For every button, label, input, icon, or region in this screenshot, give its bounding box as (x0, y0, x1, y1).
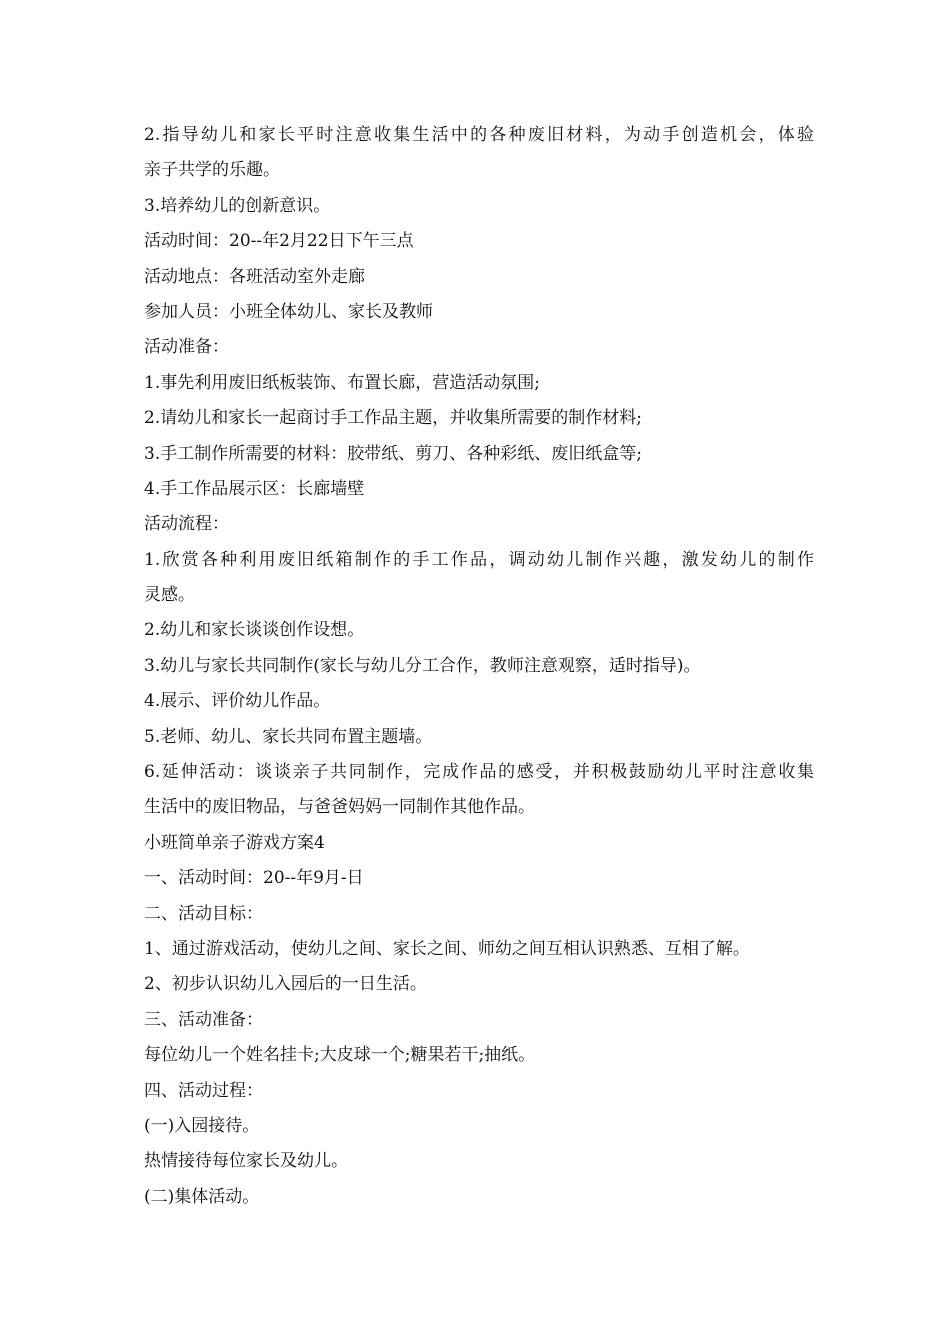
text-line: 一、活动时间：20--年9月-日 (144, 868, 364, 889)
text-line: 亲子共学的乐趣。 (144, 160, 280, 181)
text-line: 3.培养幼儿的创新意识。 (144, 195, 331, 216)
text-line: 6.延伸活动：谈谈亲子共同制作，完成作品的感受，并积极鼓励幼儿平时注意收集 (144, 762, 814, 783)
text-line: 四、活动过程： (144, 1080, 263, 1101)
text-line: 4.手工作品展示区：长廊墙壁 (144, 478, 365, 499)
text-line: 2.指导幼儿和家长平时注意收集生活中的各种废旧材料，为动手创造机会，体验 (144, 125, 814, 145)
text-line: 灵感。 (144, 585, 195, 606)
text-line: 每位幼儿一个姓名挂卡;大皮球一个;糖果若干;抽纸。 (144, 1045, 536, 1066)
text-line: 参加人员：小班全体幼儿、家长及教师 (144, 301, 433, 322)
text-line: 3.幼儿与家长共同制作(家长与幼儿分工合作，教师注意观察，适时指导)。 (144, 655, 701, 676)
text-line: 2、初步认识幼儿入园后的一日生活。 (144, 974, 427, 995)
text-line: (二)集体活动。 (144, 1186, 260, 1207)
text-line: 三、活动准备： (144, 1009, 263, 1030)
text-line: 活动流程： (144, 514, 229, 535)
text-line: 1、通过游戏活动，使幼儿之间、家长之间、师幼之间互相认识熟悉、互相了解。 (144, 938, 750, 959)
text-line: 热情接待每位家长及幼儿。 (144, 1151, 348, 1172)
text-line: 2.幼儿和家长谈谈创作设想。 (144, 620, 365, 641)
document-body (144, 118, 814, 1215)
text-line: 活动准备： (144, 337, 229, 358)
text-line: 活动地点：各班活动室外走廊 (144, 266, 365, 287)
text-line: (一)入园接待。 (144, 1115, 260, 1136)
text-line: 生活中的废旧物品，与爸爸妈妈一同制作其他作品。 (144, 797, 535, 818)
text-line: 1.欣赏各种利用废旧纸箱制作的手工作品，调动幼儿制作兴趣，激发幼儿的制作 (144, 549, 814, 570)
text-line: 二、活动目标： (144, 903, 263, 924)
text-line: 3.手工制作所需要的材料：胶带纸、剪刀、各种彩纸、废旧纸盒等; (144, 443, 642, 464)
text-line: 1.事先利用废旧纸板装饰、布置长廊，营造活动氛围; (144, 372, 540, 393)
text-line: 活动时间：20--年2月22日下午三点 (144, 231, 414, 252)
section-heading: 小班简单亲子游戏方案4 (144, 832, 325, 853)
text-line: 4.展示、评价幼儿作品。 (144, 691, 331, 712)
text-line: 2.请幼儿和家长一起商讨手工作品主题，并收集所需要的制作材料; (144, 408, 642, 429)
text-line: 5.老师、幼儿、家长共同布置主题墙。 (144, 726, 433, 747)
